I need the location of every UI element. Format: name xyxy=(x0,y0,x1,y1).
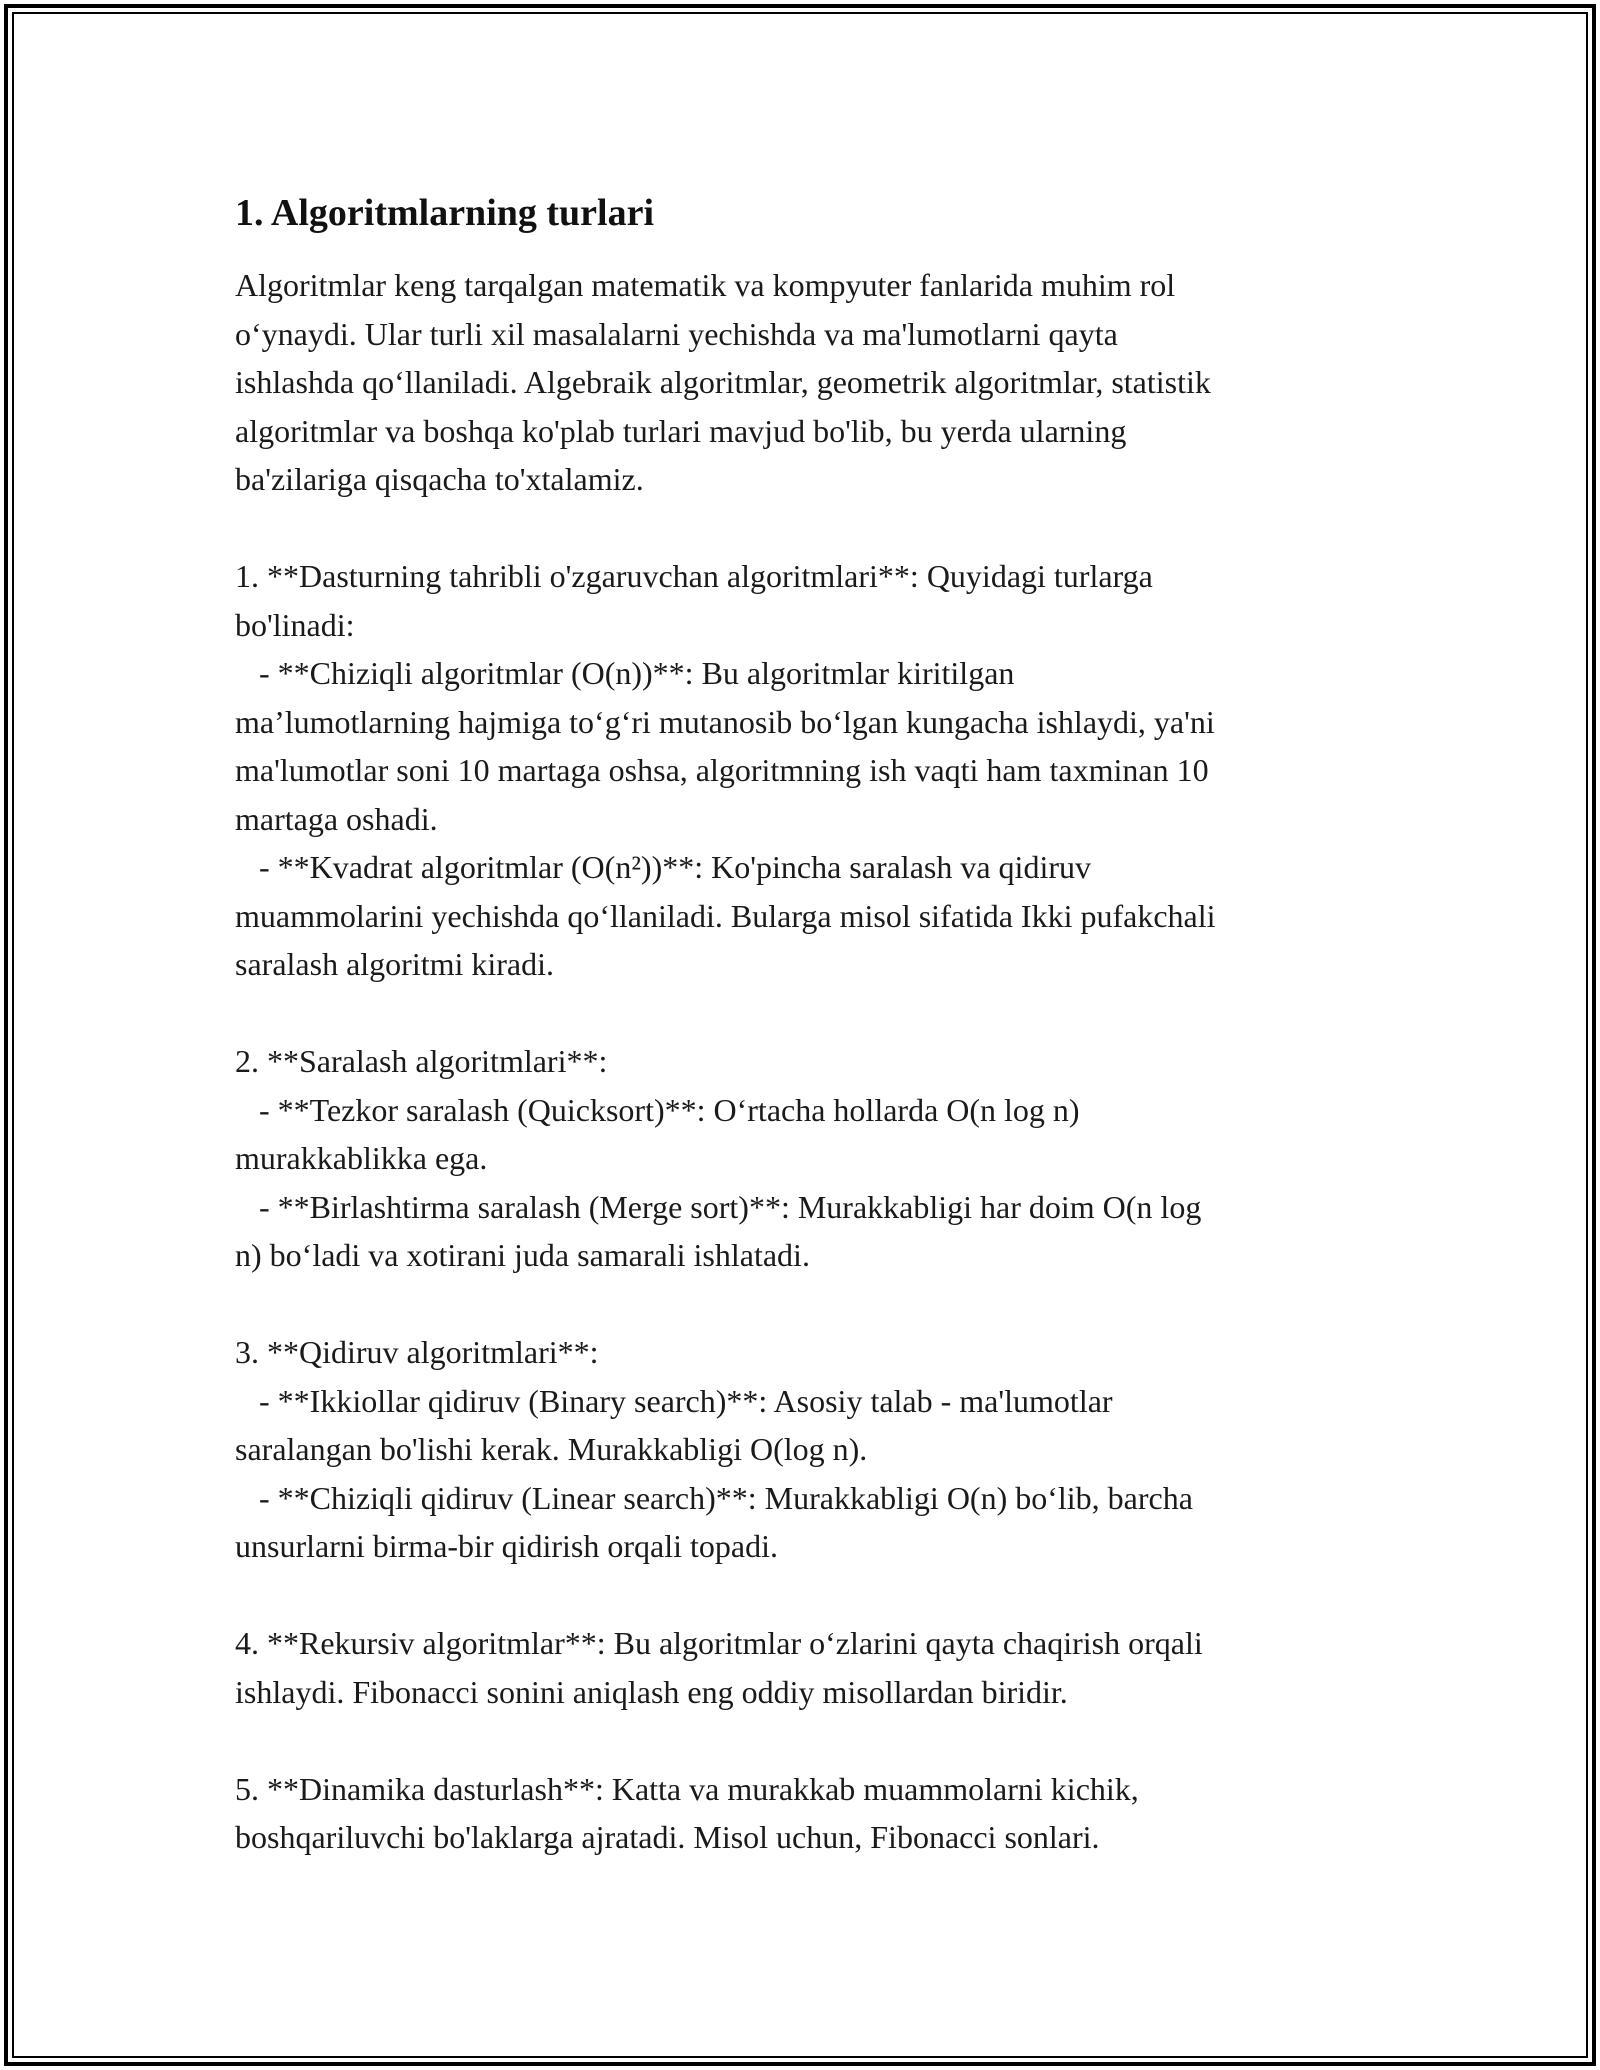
text-line: unsurlarni birma-bir qidirish orqali topadi. xyxy=(235,1528,778,1564)
document-title: 1. Algoritmlarning turlari xyxy=(235,192,655,234)
text-line: - **Ikkiollar qidiruv (Binary search)**: Asosiy talab - ma'lumotlar xyxy=(235,1382,1113,1419)
text-line: ba'zilariga qisqacha to'xtalamiz. xyxy=(235,461,644,497)
text-line: muammolarini yechishda qo‘llaniladi. Bularga misol sifatida Ikki pufakchali xyxy=(235,897,1216,934)
text-line: ishlaydi. Fibonacci sonini aniqlash eng oddiy misollardan biridir. xyxy=(235,1673,1068,1710)
text-line: - **Chiziqli algoritmlar (O(n))**: Bu algoritmlar kiritilgan xyxy=(235,655,1015,691)
text-line: o‘ynaydi. Ular turli xil masalalarni yechishda va ma'lumotlarni qayta xyxy=(235,315,1118,352)
text-line: n) bo‘ladi va xotirani juda samarali ishlatadi. xyxy=(235,1237,810,1273)
text-line: 4. **Rekursiv algoritmlar**: Bu algoritmlar o‘zlarini qayta chaqirish orqali xyxy=(235,1625,1203,1661)
text-line: saralangan bo'lishi kerak. Murakkabligi O(log n). xyxy=(235,1431,868,1467)
document-body xyxy=(235,185,1365,1862)
blank-line xyxy=(235,504,1365,553)
text-line: murakkablikka ega. xyxy=(235,1140,488,1176)
text-line: 1. **Dasturning tahribli o'zgaruvchan algoritmlari**: Quyidagi turlarga xyxy=(235,558,1153,594)
blank-line xyxy=(235,989,1365,1038)
text-line: 2. **Saralash algoritmlari**: xyxy=(235,1043,608,1079)
text-line: - **Tezkor saralash (Quicksort)**: O‘rtacha hollarda O(n log n) xyxy=(235,1091,1080,1128)
text-line: - **Birlashtirma saralash (Merge sort)**: Murakkabligi har doim O(n log xyxy=(235,1188,1202,1225)
text-line: 3. **Qidiruv algoritmlari**: xyxy=(235,1334,599,1370)
text-line: ma’lumotlarning hajmiga to‘g‘ri mutanosib bo‘lgan kungacha ishlaydi, ya'ni xyxy=(235,703,1215,740)
text-line: - **Chiziqli qidiruv (Linear search)**: Murakkabligi O(n) bo‘lib, barcha xyxy=(235,1479,1193,1516)
text-line: algoritmlar va boshqa ko'plab turlari mavjud bo'lib, bu yerda ularning xyxy=(235,412,1127,449)
text-line: boshqariluvchi bo'laklarga ajratadi. Misol uchun, Fibonacci sonlari. xyxy=(235,1819,1100,1855)
text-line: martaga oshadi. xyxy=(235,800,438,837)
blank-line xyxy=(235,1571,1365,1620)
text-line: ma'lumotlar soni 10 martaga oshsa, algoritmning ish vaqti ham taxminan 10 xyxy=(235,752,1209,788)
text-line: ishlashda qo‘llaniladi. Algebraik algoritmlar, geometrik algoritmlar, statistik xyxy=(235,364,1211,400)
text-line: Algoritmlar keng tarqalgan matematik va kompyuter fanlarida muhim rol xyxy=(235,267,1176,303)
text-line: 5. **Dinamika dasturlash**: Katta va murakkab muammolarni kichik, xyxy=(235,1770,1139,1807)
text-line: - **Kvadrat algoritmlar (O(n²))**: Ko'pincha saralash va qidiruv xyxy=(235,849,1091,885)
blank-line xyxy=(235,1280,1365,1329)
document-text xyxy=(235,261,1365,1862)
blank-line xyxy=(235,1716,1365,1765)
text-line: bo'linadi: xyxy=(235,606,355,643)
text-line: saralash algoritmi kiradi. xyxy=(235,946,555,982)
